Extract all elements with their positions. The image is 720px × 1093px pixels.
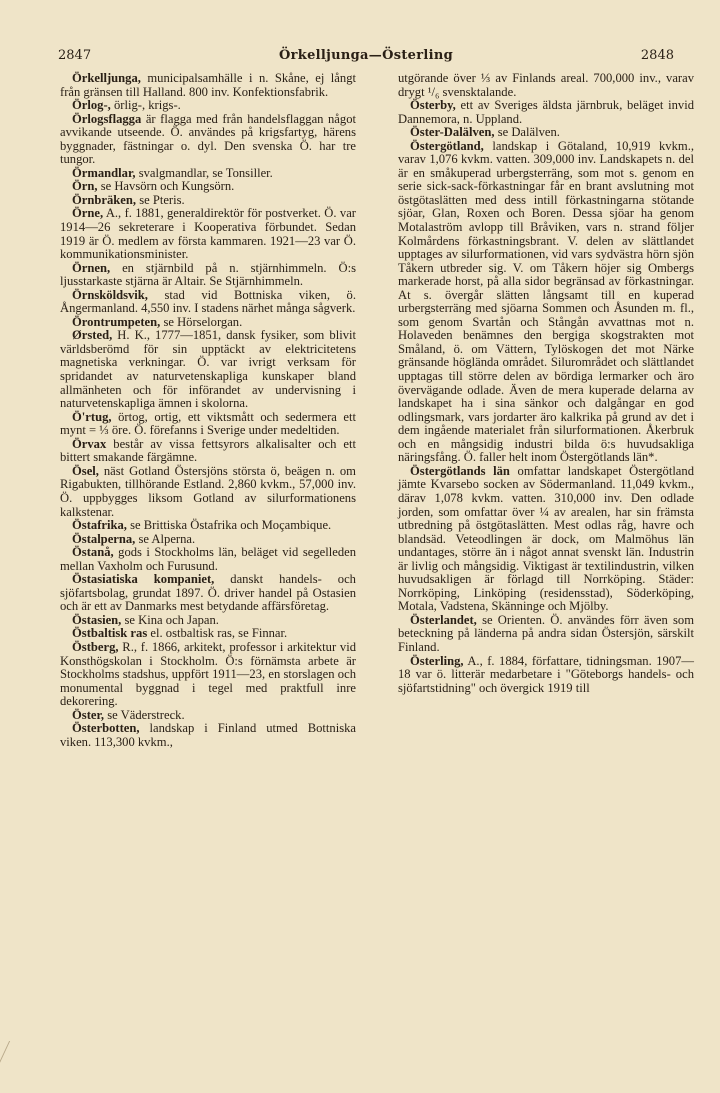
entry-text: en stjärnbild på n. stjärnhimmeln. Ö:s ljusstarkaste stjärna är Altair. Se Stjärnhimmeln. bbox=[60, 260, 356, 289]
entry-text: se Pteris. bbox=[139, 192, 185, 207]
entry-text: A., f. 1881, generaldirektör för postverket. Ö. var 1914—26 sekreterare i Kooperativa förbundet. Sedan 1919 är Ö. medlem av första kammaren. 1921—23 var Ö. kommunikationsminister. bbox=[60, 206, 356, 262]
entry-headword: Örnbräken, bbox=[72, 192, 137, 207]
page-number-left: 2847 bbox=[58, 48, 92, 63]
dictionary-entry bbox=[60, 99, 356, 113]
page-number-right: 2848 bbox=[640, 48, 674, 63]
left-column bbox=[60, 72, 356, 749]
entry-text: stad vid Bottniska viken, ö. Ångermanland. 4,550 inv. I stadens närhet många sågverk. bbox=[60, 287, 356, 316]
dictionary-entry bbox=[398, 72, 694, 99]
entry-headword: Öster, bbox=[72, 707, 105, 722]
entry-text: se Alperna. bbox=[138, 531, 196, 546]
right-column bbox=[398, 72, 694, 695]
entry-headword: Örnsköldsvik, bbox=[72, 287, 148, 302]
dictionary-entry bbox=[60, 167, 356, 181]
dictionary-entry bbox=[398, 140, 694, 465]
entry-text: se Brittiska Östafrika och Moçambique. bbox=[130, 518, 332, 533]
dictionary-entry bbox=[398, 614, 694, 655]
dictionary-entry bbox=[60, 316, 356, 330]
entry-headword: Ösel, bbox=[72, 463, 99, 478]
entry-text: landskap i Finland utmed Bottniska viken. 113,300 kvkm., bbox=[60, 721, 356, 749]
page-edge-mark bbox=[0, 1041, 24, 1063]
entry-headword: Österling, bbox=[410, 653, 464, 668]
entry-text: se Hörselorgan. bbox=[163, 314, 243, 329]
entry-headword: Östergötland, bbox=[410, 138, 484, 153]
entry-text: består av vissa fettsyrors alkalisalter och ett bittert smakande färgämne. bbox=[60, 436, 356, 465]
entry-headword: Österlandet, bbox=[410, 612, 477, 627]
entry-text: H. K., 1777—1851, dansk fysiker, som blivit världsberömd för sin upptäckt av elektricitetens magnetiska verkningar. Ö. var ivrigt verksam för spridandet av naturvetenskapliga kunskaper bland allmänheten och för införandet av undervisning i naturvetenskapliga ämnen i skolorna. bbox=[60, 328, 356, 411]
dictionary-entry bbox=[60, 113, 356, 167]
dictionary-entry bbox=[60, 614, 356, 628]
dictionary-entry bbox=[60, 329, 356, 410]
entry-text: örlig-, krigs-. bbox=[113, 98, 181, 113]
entry-headword: Ö'rtug, bbox=[72, 409, 112, 424]
entry-headword: Östalperna, bbox=[72, 531, 136, 546]
dictionary-entry bbox=[60, 72, 356, 99]
entry-headword: Örne, bbox=[72, 206, 104, 221]
entry-text: se Kina och Japan. bbox=[124, 612, 219, 627]
entry-text: landskap i Götaland, 10,919 kvkm., varav 1,076 kvkm. vatten. 309,000 inv. Landskapets n. del är en småkuperad urbergsterräng, som mot s. genom en serie sick-sack-förkastningar får en brant avslutning mot östgötaslätten med dess intill förkastningarna stötande sjöar, Glan, Roxen och Boren. Dessa sjöar ha genom Motalaström avlopp till Bråviken, vars n. strand följer Kolmårdens förkastningsbrant. V. delen av slättlandet upptages av silurformationen, vid vars sydvästra hörn sjön Tåkern utbreder sig. V. om Tåkern höjer sig Ombergs markerade horst, på alla sidor begränsad av förkastningar. At s. övergår slätten långsamt till en kuperad urbergsterräng med sjöarna Sommen och Åsunden m. fl., som genom Svartån och Stångån avvattnas mot n. Holaveden benämnes den bergiga skogstrakten mot Småland, ö. om Vättern, Tylöskogen det mot Närke gränsande höglända området. Silurområdet och slättlandet upptagas till större delen av bördiga lermarker och äro övervägande odlade. Även de mera kuperade delarna av landskapet ha i sina sänkor och dalgångar en god odlingsmark, vars jordarter äro kalkrika på grund av det i dem ingående materialet från silurformationen. Åkerbruk och en mångsidig industri bilda ö:s huvudsakliga näringsfång. Ö. faller helt inom Östergötlands län*. bbox=[398, 138, 694, 465]
dictionary-entry bbox=[60, 262, 356, 289]
entry-text: är flagga med från handelsflaggan något avvikande utseende. Ö. användes på krigsfartyg, härens byggnader, fästningar o. dyl. Den svenska Ö. har tre tungor. bbox=[60, 111, 356, 167]
entry-headword: Östergötlands län bbox=[410, 463, 510, 478]
entry-headword: Östanå, bbox=[72, 545, 114, 560]
entry-headword: Örlog-, bbox=[72, 98, 111, 113]
entry-text: ett av Sveriges äldsta järnbruk, beläget invid Dannemora, n. Uppland. bbox=[398, 98, 694, 126]
dictionary-entry bbox=[60, 627, 356, 641]
dictionary-entry bbox=[60, 533, 356, 547]
entry-text: utgörande över ⅓ av Finlands areal. 700,000 inv., varav drygt ¹/₆ svensktalande. bbox=[398, 71, 694, 99]
entry-headword: Örn, bbox=[72, 179, 98, 194]
page-header bbox=[58, 46, 674, 66]
dictionary-entry bbox=[60, 641, 356, 709]
entry-headword: Ørsted, bbox=[72, 328, 113, 343]
entry-text: A., f. 1884, författare, tidningsman. 1907—18 var ö. litterär medarbetare i "Göteborgs handels- och sjöfartstidning" och övergick 1919 till bbox=[398, 653, 694, 695]
dictionary-entry bbox=[398, 465, 694, 614]
entry-text: se Havsörn och Kungsörn. bbox=[100, 179, 235, 194]
dictionary-entry bbox=[60, 546, 356, 573]
running-title: Örkelljunga—Österling bbox=[279, 48, 453, 63]
entry-headword: Österbotten, bbox=[72, 721, 140, 736]
entry-text: svalgmandlar, se Tonsiller. bbox=[138, 165, 273, 180]
entry-headword: Öster-Dalälven, bbox=[410, 125, 495, 140]
entry-headword: Örmandlar, bbox=[72, 165, 136, 180]
entry-headword: Österby, bbox=[410, 98, 456, 113]
entry-headword: Östbaltisk ras bbox=[72, 626, 148, 641]
dictionary-entry bbox=[60, 411, 356, 438]
dictionary-entry bbox=[60, 465, 356, 519]
dictionary-entry bbox=[60, 194, 356, 208]
entry-text: näst Gotland Östersjöns största ö, beägen n. om Rigabukten, tillhörande Estland. 2,860 kvkm., 57,000 inv. Ö. uppbygges liksom Gotland av silurformationens kalkstenar. bbox=[60, 463, 356, 519]
entry-text: örtog, ortig, ett viktsmått och sedermera ett mynt = ⅓ öre. Ö. förefanns i Sverige under medeltiden. bbox=[60, 409, 356, 438]
entry-text: se Väderstreck. bbox=[107, 707, 185, 722]
entry-headword: Örontrumpeten, bbox=[72, 314, 161, 329]
entry-text: se Orienten. Ö. användes förr även som beteckning på länderna på andra sidan Östersjön, särskilt Finland. bbox=[398, 612, 694, 654]
entry-text: se Dalälven. bbox=[497, 125, 560, 140]
dictionary-entry bbox=[60, 519, 356, 533]
entry-text: omfattar landskapet Östergötland jämte Kvarsebo socken av Södermanland. 11,049 kvkm., därav 1,078 kvkm. vatten. 310,000 inv. Den odlade jorden, som omfattar över ¼ av arealen, har sin främsta utbredning på östgötaslätten. Mest odlas råg, havre och blandsäd. Veteodlingen är dock, om Malmöhus län undantages, större än i något annat svenskt län. Industrin är livlig och mångsidig. Viktigast är textilindustrin, vilken huvudsakligen är förlagd till Norrköping. Städer: Norrköping, Linköping (residensstad), Söderköping, Motala, Vadstena, Skänninge och Mjölby. bbox=[398, 463, 694, 614]
entry-headword: Örvax bbox=[72, 436, 107, 451]
entry-text: danskt handels- och sjöfartsbolag, grundat 1897. Ö. driver handel på Ostasien och är ett av Danmarks mest betydande affärsföretag. bbox=[60, 572, 356, 614]
entry-headword: Örkelljunga, bbox=[72, 71, 141, 85]
dictionary-entry bbox=[398, 126, 694, 140]
dictionary-entry bbox=[60, 289, 356, 316]
entry-headword: Örlogsflagga bbox=[72, 111, 142, 126]
dictionary-entry bbox=[60, 722, 356, 749]
entry-headword: Östasiatiska kompaniet, bbox=[72, 572, 215, 587]
entry-text: gods i Stockholms län, beläget vid segelleden mellan Vaxholm och Furusund. bbox=[60, 545, 356, 573]
dictionary-entry bbox=[60, 180, 356, 194]
dictionary-entry bbox=[60, 207, 356, 261]
entry-text: R., f. 1866, arkitekt, professor i arkitektur vid Konsthögskolan i Stockholm. Ö:s förnämsta arbete är Stockholms stadshus, uppfört 1911—23, en storslagen och monumental byggnad i tegel med praktfull inre dekorering. bbox=[60, 639, 356, 709]
entry-text: municipalsamhälle i n. Skåne, ej långt från gränsen till Halland. 800 inv. Konfektionsfabrik. bbox=[60, 71, 356, 99]
entry-headword: Örnen, bbox=[72, 260, 111, 275]
dictionary-entry bbox=[398, 99, 694, 126]
entry-text: el. ostbaltisk ras, se Finnar. bbox=[150, 626, 288, 641]
dictionary-entry bbox=[60, 573, 356, 614]
dictionary-entry bbox=[398, 655, 694, 696]
dictionary-entry bbox=[60, 709, 356, 723]
entry-headword: Östberg, bbox=[72, 639, 119, 654]
dictionary-entry bbox=[60, 438, 356, 465]
entry-headword: Östasien, bbox=[72, 612, 122, 627]
entry-headword: Östafrika, bbox=[72, 518, 127, 533]
